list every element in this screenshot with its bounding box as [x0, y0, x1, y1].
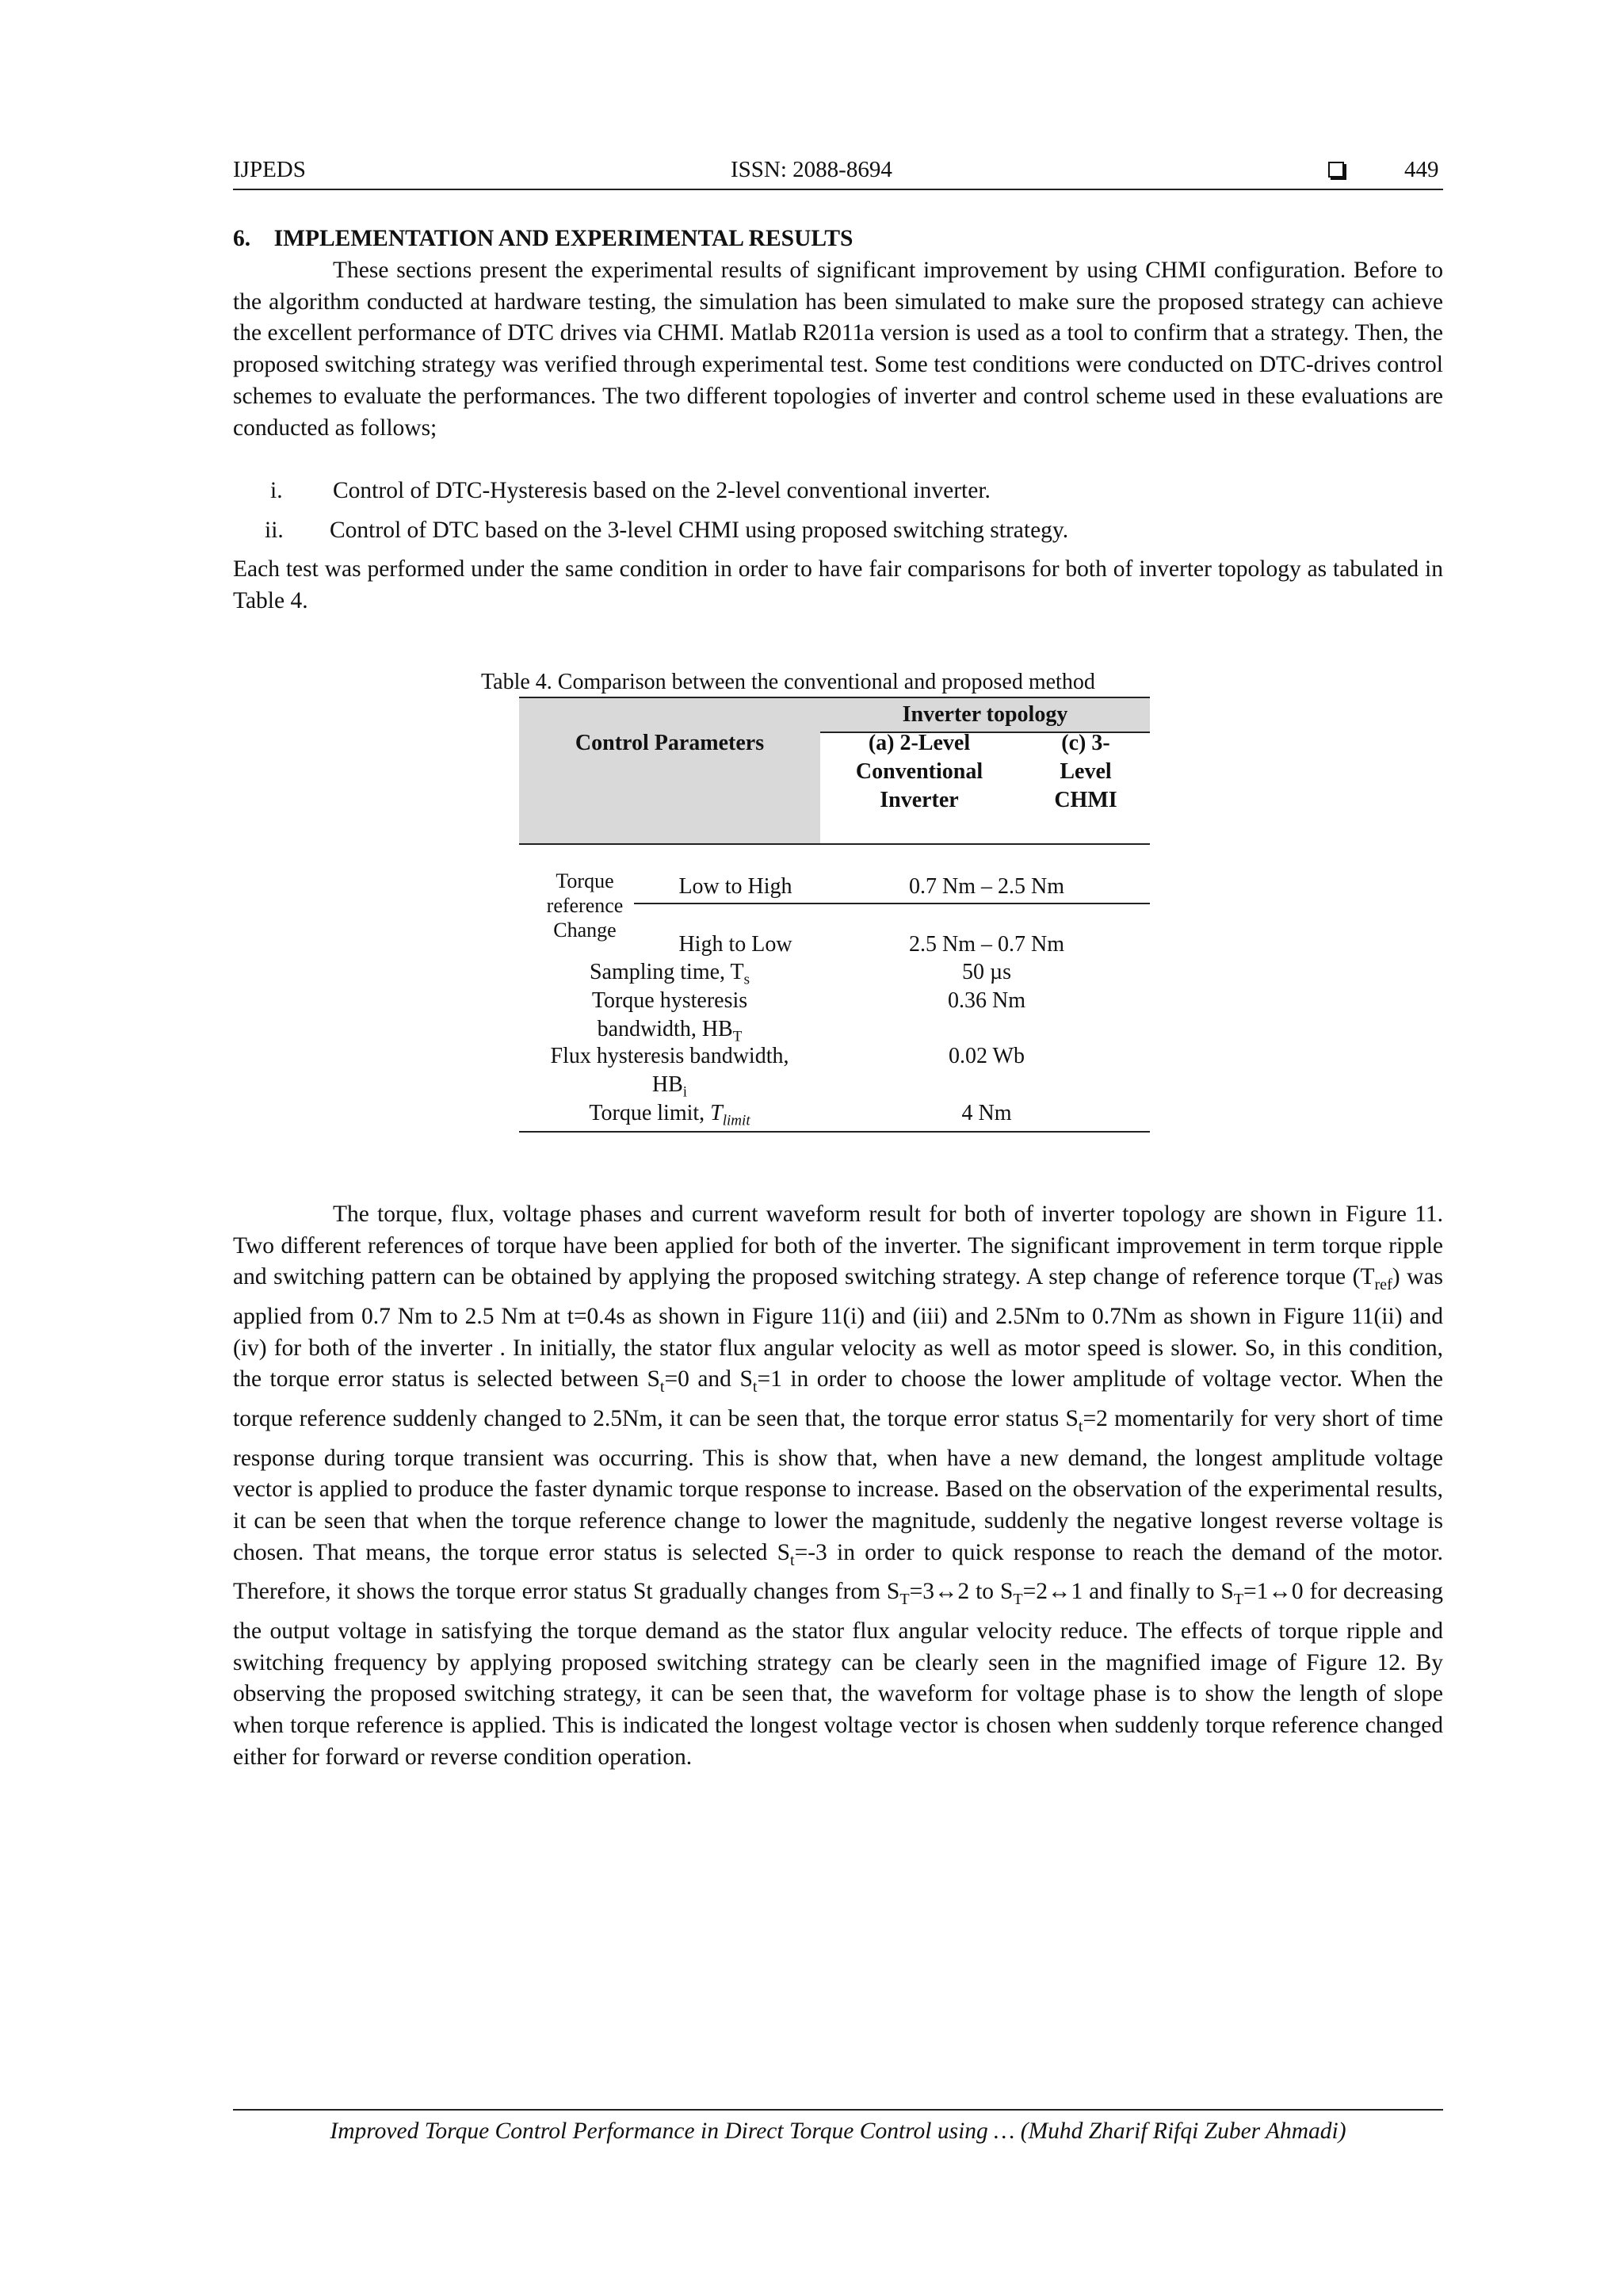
- torque-limit-label: [519, 1099, 820, 1136]
- discussion-paragraph: [233, 1199, 1443, 1773]
- journal-name: IJPEDS: [233, 157, 306, 182]
- low-to-high-label: Low to High: [678, 874, 792, 899]
- discussion-text-1: The torque, flux, voltage phases and current waveform result for both of inverter topology are shown in Figure 11. Two different references of torque have been applied for both of the inverter. The significant improvement in term torque ripple and switching pattern can be obtained by applying the proposed switching strategy. A step change of reference torque (T: [233, 1201, 1443, 1290]
- table-caption: Table 4. Comparison between the conventional and proposed method: [481, 670, 1095, 694]
- list-item-number: i.: [270, 478, 283, 503]
- torque-limit-text: Torque limit,: [589, 1101, 711, 1125]
- sampling-time-sub: s: [743, 971, 750, 988]
- discussion-text-8: =2↔1 and finally to S: [1022, 1579, 1234, 1605]
- discussion-text-2: ) was applied from 0.7 Nm to 2.5 Nm at t=0.4s as shown in Figure 11(i) and (iii) and 2.5Nm to 0.7Nm as shown in Figure 11(ii) and (iv) for both of the inverter . In initially, the stator flux angular velocity as well as motor speed is slower. So, in this condition, the torque error status is selected between S: [233, 1264, 1444, 1392]
- table-header-inverter-topology: Inverter topology: [902, 702, 1068, 727]
- discussion-sub-t: t: [659, 1378, 665, 1396]
- discussion-text-5: =2 momentarily for very short of time response during torque transient was occurring. This is show that, when have a new demand, the longest amplitude voltage vector is applied to produce the faster dynamic torque response to increase. Based on the observation of the experimental results, it can be seen that when the torque reference change to lower the magnitude, suddenly the negative longest reverse voltage is chosen. That means, the torque error status is selected S: [233, 1406, 1443, 1565]
- sampling-time-value: 50 µs: [961, 960, 1012, 984]
- header-rule: [233, 189, 1443, 190]
- torque-limit-value: 4 Nm: [961, 1101, 1012, 1125]
- running-footer: Improved Torque Control Performance in Direct Torque Control using … (Muhd Zharif Rifqi Zuber Ahmadi): [330, 2118, 1346, 2144]
- issn: ISSN: 2088-8694: [731, 157, 892, 182]
- checkbox-square-icon: [1328, 162, 1344, 178]
- section-heading: 6. IMPLEMENTATION AND EXPERIMENTAL RESULTS: [233, 226, 854, 251]
- torque-hysteresis-sub: T: [732, 1028, 743, 1045]
- discussion-sub-t: t: [752, 1378, 758, 1396]
- discussion-text-9: =1↔0 for decreasing the output voltage in satisfying the torque demand as the stator flux angular velocity reduce. The effects of torque ripple and switching frequency by applying proposed switching strategy can be clearly seen in the magnified image of Figure 12. By observing the proposed switching strategy, it can be seen that, the waveform for voltage phase is to show the length of slope when torque reference is applied. This is indicated the longest voltage vector is chosen when suddenly torque reference changed either for forward or reverse condition operation.: [233, 1579, 1443, 1770]
- torque-row-divider: [634, 903, 1150, 904]
- table-header-control-parameters: Control Parameters: [575, 731, 765, 755]
- torque-limit-symbol: T: [710, 1101, 723, 1125]
- discussion-text-6: =-3 in order to quick response to reach the demand of the motor. Therefore, it shows the torque error status St gradually changes from S: [233, 1539, 1443, 1605]
- list-item: [233, 514, 1443, 546]
- discussion-sub-T: T: [1233, 1591, 1244, 1609]
- table-header-bottom-rule: [519, 843, 1150, 845]
- discussion-text-4: =1 in order to choose the lower amplitude of voltage vector. When the torque reference suddenly changed to 2.5Nm, it can be seen that, the torque error status S: [233, 1366, 1443, 1431]
- intro-paragraph: These sections present the experimental results of significant improvement by using CHMI configuration. Before to the algorithm conducted at hardware testing, the simulation has been simulated to make sure the proposed strategy can achieve the excellent performance of DTC drives via CHMI. Matlab R2011a version is used as a tool to confirm that a strategy. Then, the proposed switching strategy was verified through experimental test. Some test conditions were conducted on DTC-drives control schemes to evaluate the performances. The two different topologies of inverter and control scheme used in these evaluations are conducted as follows;: [233, 258, 1443, 441]
- sampling-time-text: Sampling time, T: [589, 960, 744, 984]
- list-item-text: Control of DTC-Hysteresis based on the 2-level conventional inverter.: [333, 478, 991, 503]
- torque-hysteresis-text: bandwidth, HB: [597, 1017, 733, 1041]
- list-item-text: Control of DTC based on the 3-level CHMI using proposed switching strategy.: [330, 518, 1069, 543]
- table-header-col-a: (a) 2-Level Conventional Inverter: [855, 731, 983, 812]
- discussion-text-7: =3↔2 to S: [909, 1579, 1014, 1605]
- list-item: [233, 475, 1443, 506]
- discussion-sub-t: t: [790, 1551, 795, 1569]
- torque-hysteresis-value: 0.36 Nm: [948, 988, 1025, 1013]
- table-header-control-cell: [519, 698, 820, 843]
- flux-hysteresis-value: 0.02 Wb: [949, 1044, 1025, 1068]
- page-number: 449: [1404, 157, 1439, 182]
- discussion-sub-ref: ref: [1374, 1276, 1392, 1294]
- torque-hysteresis-label-1: Torque hysteresis: [591, 988, 748, 1013]
- discussion-sub-T: T: [899, 1591, 910, 1609]
- table-header-col-c: (c) 3- Level CHMI: [1054, 731, 1117, 812]
- high-to-low-label: High to Low: [678, 932, 792, 957]
- footer-rule: [233, 2109, 1443, 2111]
- discussion-text-3: =0 and S: [664, 1366, 753, 1392]
- flux-hysteresis-sub: i: [682, 1083, 688, 1101]
- high-to-low-value: 2.5 Nm – 0.7 Nm: [909, 932, 1064, 957]
- table-bottom-rule: [519, 1131, 1150, 1133]
- after-list-paragraph: Each test was performed under the same condition in order to have fair comparisons for both of inverter topology as tabulated in Table 4.: [233, 556, 1443, 613]
- low-to-high-value: 0.7 Nm – 2.5 Nm: [909, 874, 1064, 899]
- torque-limit-sub: limit: [722, 1112, 750, 1129]
- discussion-sub-t: t: [1078, 1417, 1083, 1435]
- torque-reference-change-label: Torque reference Change: [546, 869, 624, 942]
- list-item-number: ii.: [265, 518, 284, 543]
- flux-hysteresis-text: HB: [651, 1072, 683, 1097]
- flux-hysteresis-label-1: Flux hysteresis bandwidth,: [550, 1044, 789, 1068]
- discussion-sub-T: T: [1013, 1591, 1023, 1609]
